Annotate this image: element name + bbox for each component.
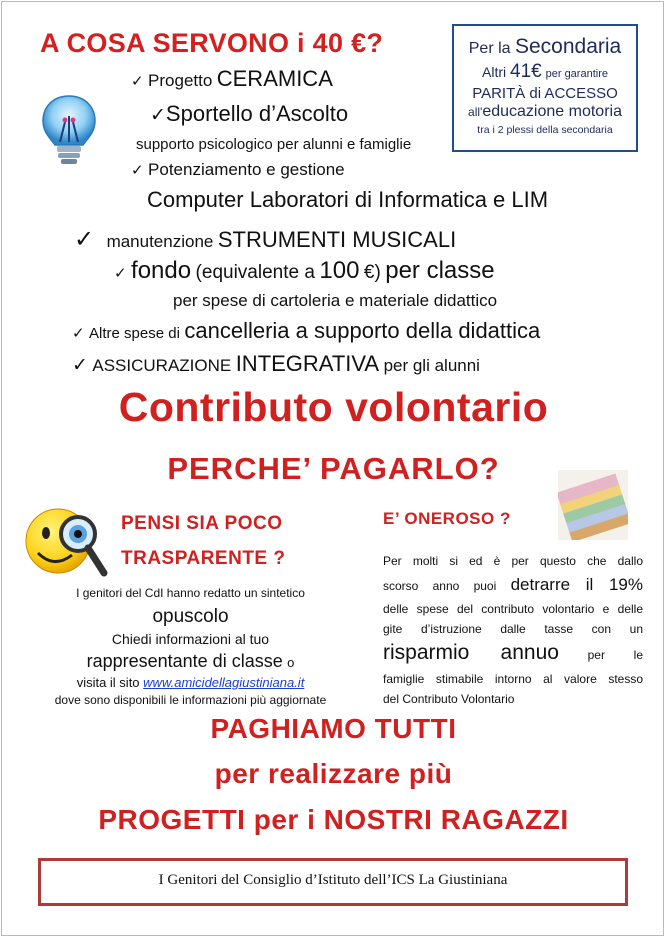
secondaria-box xyxy=(452,24,638,152)
check-icon: ✓ xyxy=(72,324,85,342)
fondo-amount: 100 xyxy=(319,257,360,284)
item-ceramica xyxy=(131,66,333,92)
trasparente-opuscolo: opuscolo xyxy=(152,606,229,627)
trasparente-p5 xyxy=(18,675,363,690)
oneroso-heading: E’ ONEROSO ? xyxy=(383,509,511,528)
secondaria-plessi: tra i 2 plessi della secondaria xyxy=(477,124,613,136)
secondaria-line2 xyxy=(454,61,636,83)
bottom-line2: per realizzare più xyxy=(214,758,453,789)
per-le-text: per le xyxy=(587,648,643,662)
check-icon: ✓ xyxy=(72,354,88,376)
secondaria-amount: 41€ xyxy=(510,61,542,82)
item-assicurazione xyxy=(72,351,480,377)
trasparente-p3: Chiedi informazioni al tuo xyxy=(111,631,270,647)
item-fondo xyxy=(114,257,495,285)
cancelleria-title: cancelleria a supporto della didattica xyxy=(184,318,541,343)
fondo-subtitle: per spese di cartoleria e materiale didattico xyxy=(173,291,498,310)
perche-title: PERCHE’ PAGARLO? xyxy=(167,451,500,486)
oneroso-l1: Per molti si ed è per questo che dallo xyxy=(383,554,643,568)
contributo-title: Contributo volontario xyxy=(118,384,549,430)
lightbulb-icon xyxy=(38,92,100,168)
ceramica-title: CERAMICA xyxy=(216,66,333,91)
assicurazione-label: ASSICURAZIONE xyxy=(92,356,232,375)
computer-line: Computer Laboratori di Informatica e LIM xyxy=(147,187,549,212)
sportello-title: Sportello d’Ascolto xyxy=(165,101,349,126)
trasparente-heading1: PENSI SIA POCO xyxy=(121,513,283,534)
check-icon: ✓ xyxy=(74,225,95,253)
headline: A COSA SERVONO i 40 €? xyxy=(40,28,384,58)
oneroso-l7: del Contributo Volontario xyxy=(383,692,515,706)
cancelleria-label: Altre spese di xyxy=(89,325,180,342)
fondo-equivalente: (equivalente a xyxy=(195,262,315,283)
secondaria-line1 xyxy=(454,35,636,59)
oneroso-l3: delle spese del contributo volontario e delle xyxy=(383,602,643,616)
secondaria-prefix: Per la xyxy=(468,40,511,57)
trasparente-p1: I genitori del CdI hanno redatto un sintetico xyxy=(76,586,305,600)
item-strumenti xyxy=(74,225,456,253)
secondaria-per-garantire: per garantire xyxy=(545,68,608,80)
oneroso-l6: famiglie stimabile intorno al valore stesso xyxy=(383,672,643,686)
secondaria-altri: Altri xyxy=(482,64,507,80)
potenziamento-label: Potenziamento e gestione xyxy=(148,160,345,179)
o-text: o xyxy=(287,655,295,670)
smiley-magnifier-icon xyxy=(24,503,116,585)
secondaria-parita: PARITÀ di ACCESSO xyxy=(472,85,618,102)
secondaria-educazione: educazione motoria xyxy=(482,103,622,120)
website-link[interactable]: www.amicidellagiustiniana.it xyxy=(143,675,305,690)
trasparente-heading2: TRASPARENTE ? xyxy=(121,548,286,569)
ceramica-label: Progetto xyxy=(148,71,213,90)
risparmio-text: risparmio annuo xyxy=(383,641,559,664)
oneroso-text xyxy=(383,550,643,709)
item-potenziamento xyxy=(131,160,345,180)
trasparente-p6: dove sono disponibili le informazioni più aggiornate xyxy=(54,693,327,707)
oneroso-l2 xyxy=(383,572,643,599)
detrarre-text: detrarre il 19% xyxy=(510,575,643,594)
footer-text: I Genitori del Consiglio d’Istituto dell’ICS La Giustiniana xyxy=(158,872,508,888)
fondo-per-classe: per classe xyxy=(385,257,495,284)
fondo-title: fondo xyxy=(131,257,192,284)
check-icon: ✓ xyxy=(150,104,166,126)
sportello-subtitle: supporto psicologico per alunni e famiglie xyxy=(136,136,412,153)
secondaria-title: Secondaria xyxy=(515,35,622,58)
secondaria-line4 xyxy=(454,103,636,121)
strumenti-label: manutenzione xyxy=(106,232,214,251)
item-cancelleria xyxy=(72,318,540,344)
integrativa-title: INTEGRATIVA xyxy=(235,351,380,376)
strumenti-title: STRUMENTI MUSICALI xyxy=(217,227,457,252)
scorso-anno-text: scorso anno puoi xyxy=(383,579,497,593)
money-banknotes-image xyxy=(558,470,628,540)
check-icon: ✓ xyxy=(114,264,127,282)
bottom-line3: PROGETTI per i NOSTRI RAGAZZI xyxy=(98,804,569,835)
secondaria-all: all' xyxy=(468,105,483,119)
visita-text: visita il sito xyxy=(76,675,140,690)
oneroso-l4: gite d’istruzione dalle tasse con un xyxy=(383,622,643,636)
rappresentante-text: rappresentante di classe xyxy=(86,651,283,671)
item-sportello xyxy=(150,101,348,127)
fondo-euro: €) xyxy=(363,262,381,283)
oneroso-l5 xyxy=(383,639,643,669)
bottom-line1: PAGHIAMO TUTTI xyxy=(210,713,457,744)
trasparente-p4 xyxy=(18,651,363,672)
check-icon: ✓ xyxy=(131,72,144,90)
check-icon: ✓ xyxy=(131,161,144,179)
footer-box xyxy=(38,858,628,906)
per-gli-alunni: per gli alunni xyxy=(383,356,480,375)
